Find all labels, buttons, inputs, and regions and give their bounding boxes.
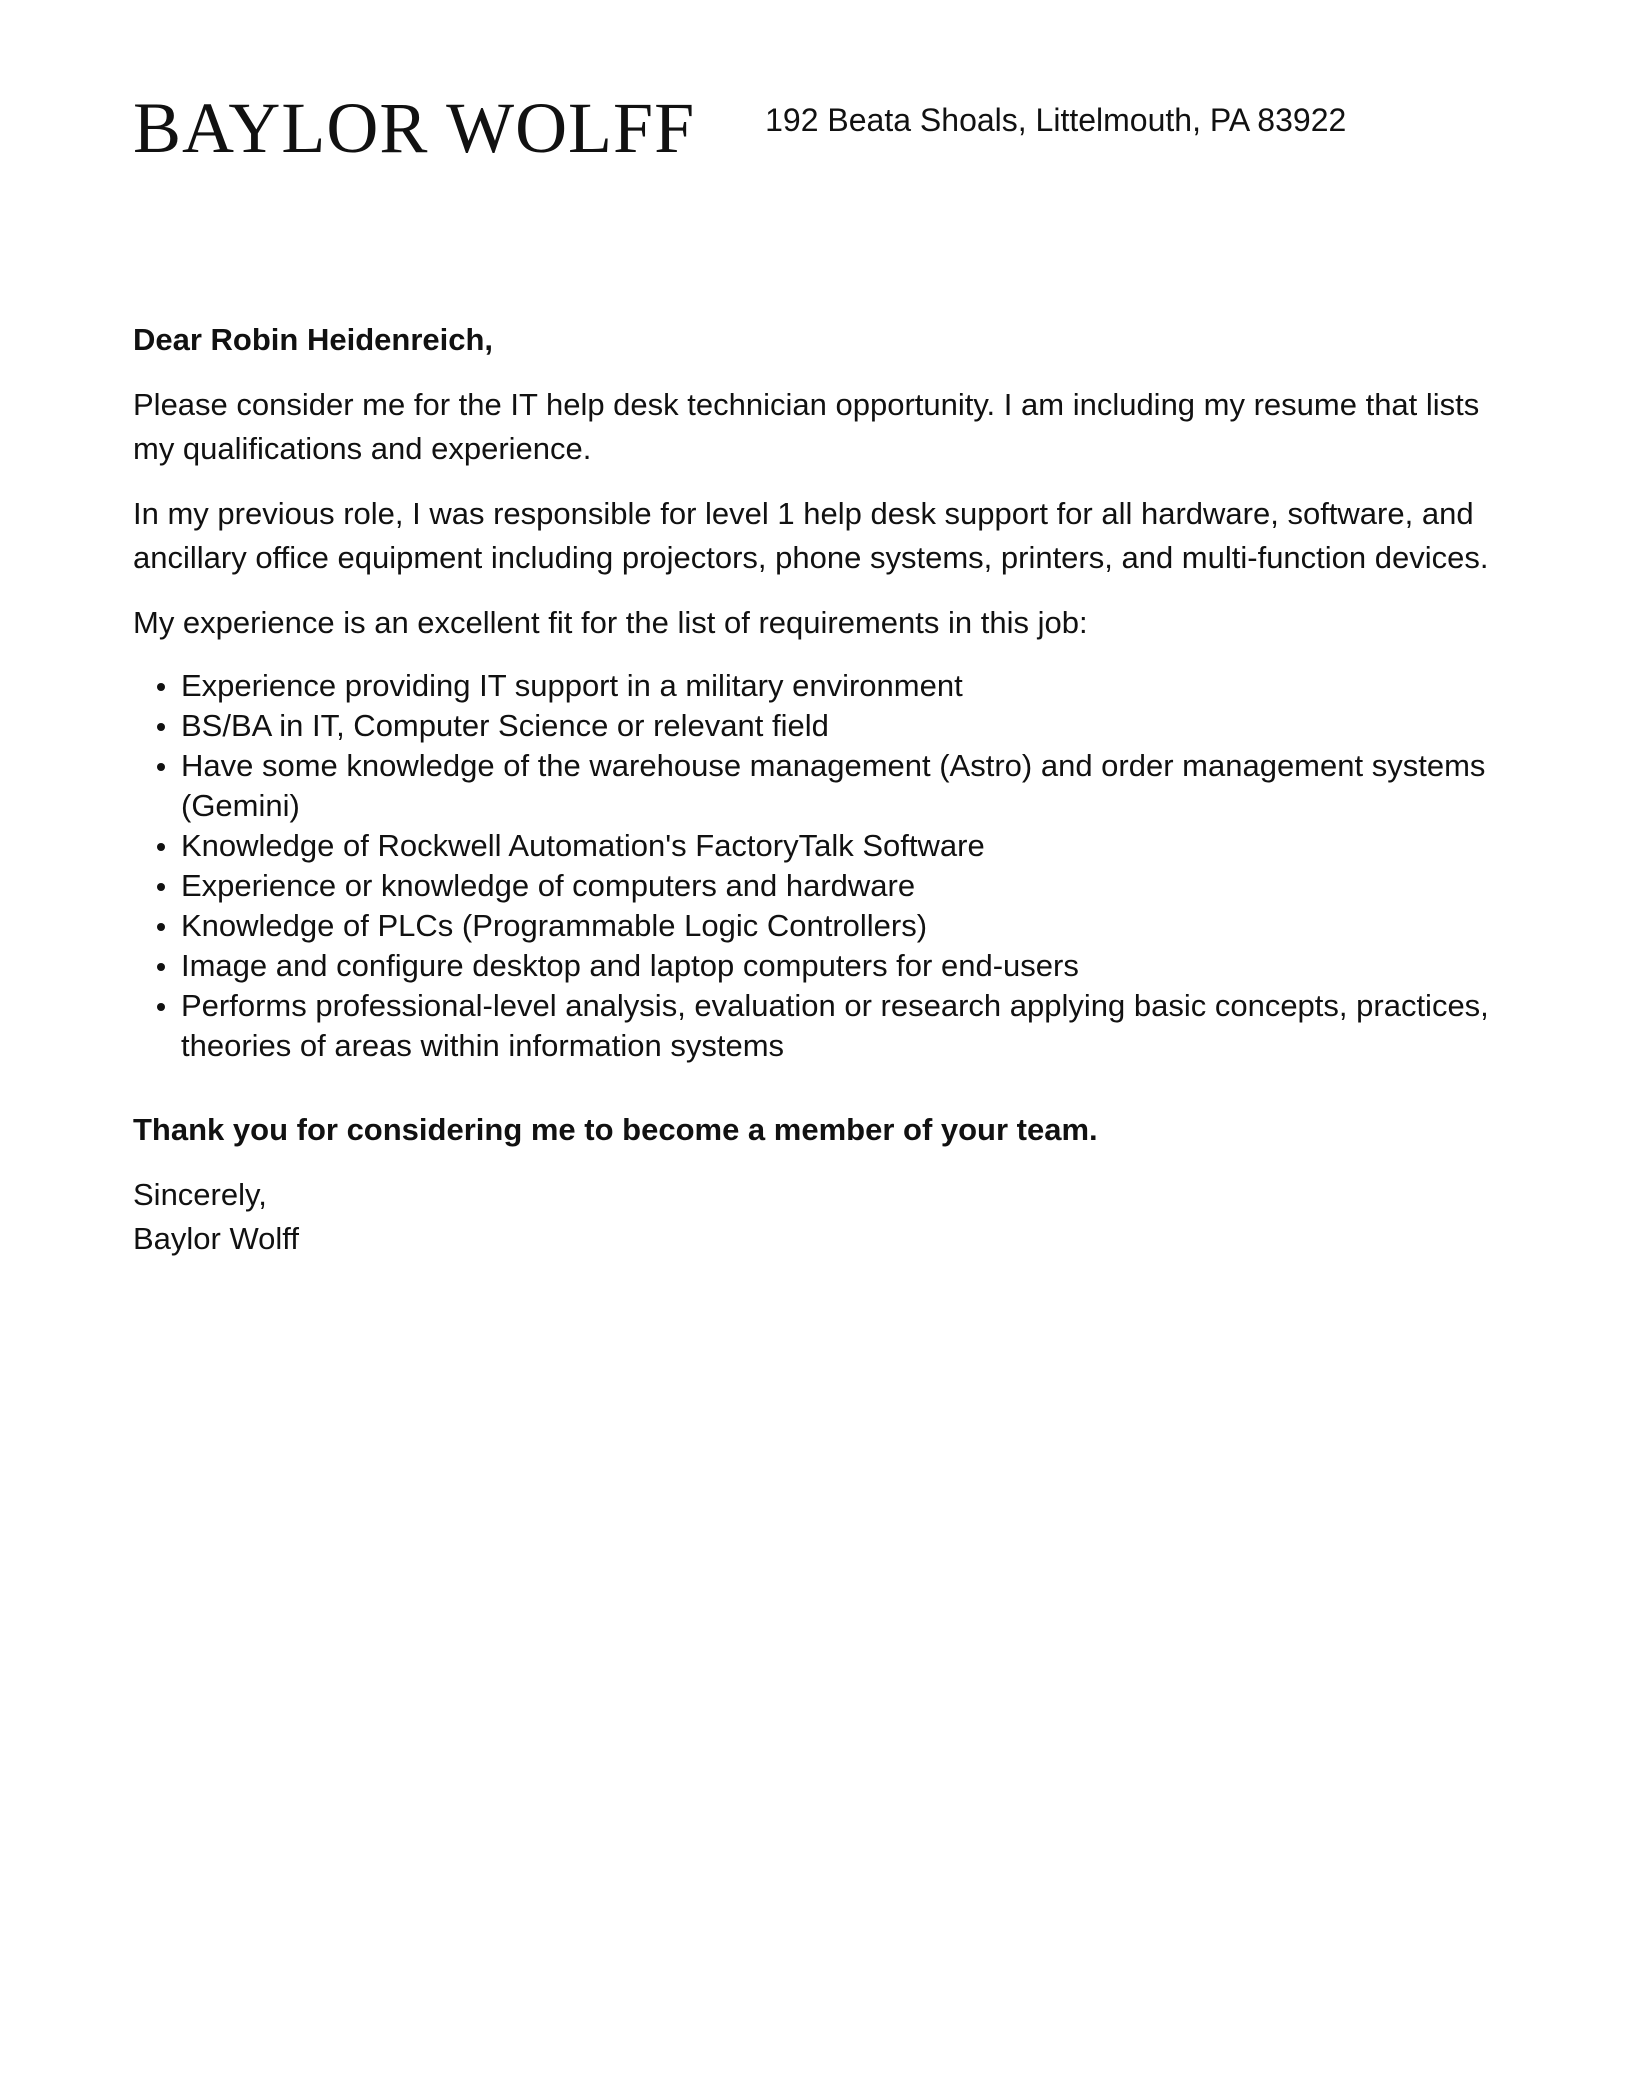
sender-name: BAYLOR WOLFF bbox=[133, 88, 696, 168]
closing-statement: Thank you for considering me to become a member of your team. bbox=[133, 1112, 1098, 1147]
list-item: Knowledge of Rockwell Automation's FactoryTalk Software bbox=[181, 826, 1505, 866]
greeting: Dear Robin Heidenreich, bbox=[133, 322, 494, 357]
paragraph-intro: Please consider me for the IT help desk technician opportunity. I am including my resume that lists my qualifications and experience. bbox=[133, 387, 1480, 466]
letter-body bbox=[133, 318, 1505, 1261]
signoff bbox=[133, 1173, 1505, 1261]
list-item: Experience providing IT support in a military environment bbox=[181, 666, 1505, 706]
signature-name: Baylor Wolff bbox=[133, 1221, 299, 1256]
list-item: BS/BA in IT, Computer Science or relevant field bbox=[181, 706, 1505, 746]
list-item: Have some knowledge of the warehouse management (Astro) and order management systems (Gemini) bbox=[181, 746, 1505, 826]
paragraph-fit: My experience is an excellent fit for the list of requirements in this job: bbox=[133, 605, 1088, 640]
paragraph-previous-role: In my previous role, I was responsible for level 1 help desk support for all hardware, software, and ancillary office equipment including projectors, phone systems, printers, and multi-function devices. bbox=[133, 496, 1489, 575]
list-item: Performs professional-level analysis, evaluation or research applying basic concepts, practices, theories of areas within information systems bbox=[181, 986, 1505, 1066]
requirements-list bbox=[133, 666, 1505, 1066]
letter-header bbox=[133, 88, 1346, 168]
sender-address: 192 Beata Shoals, Littelmouth, PA 83922 bbox=[765, 102, 1347, 138]
signoff-text: Sincerely, bbox=[133, 1177, 267, 1212]
list-item: Image and configure desktop and laptop computers for end-users bbox=[181, 946, 1505, 986]
list-item: Experience or knowledge of computers and hardware bbox=[181, 866, 1505, 906]
list-item: Knowledge of PLCs (Programmable Logic Controllers) bbox=[181, 906, 1505, 946]
